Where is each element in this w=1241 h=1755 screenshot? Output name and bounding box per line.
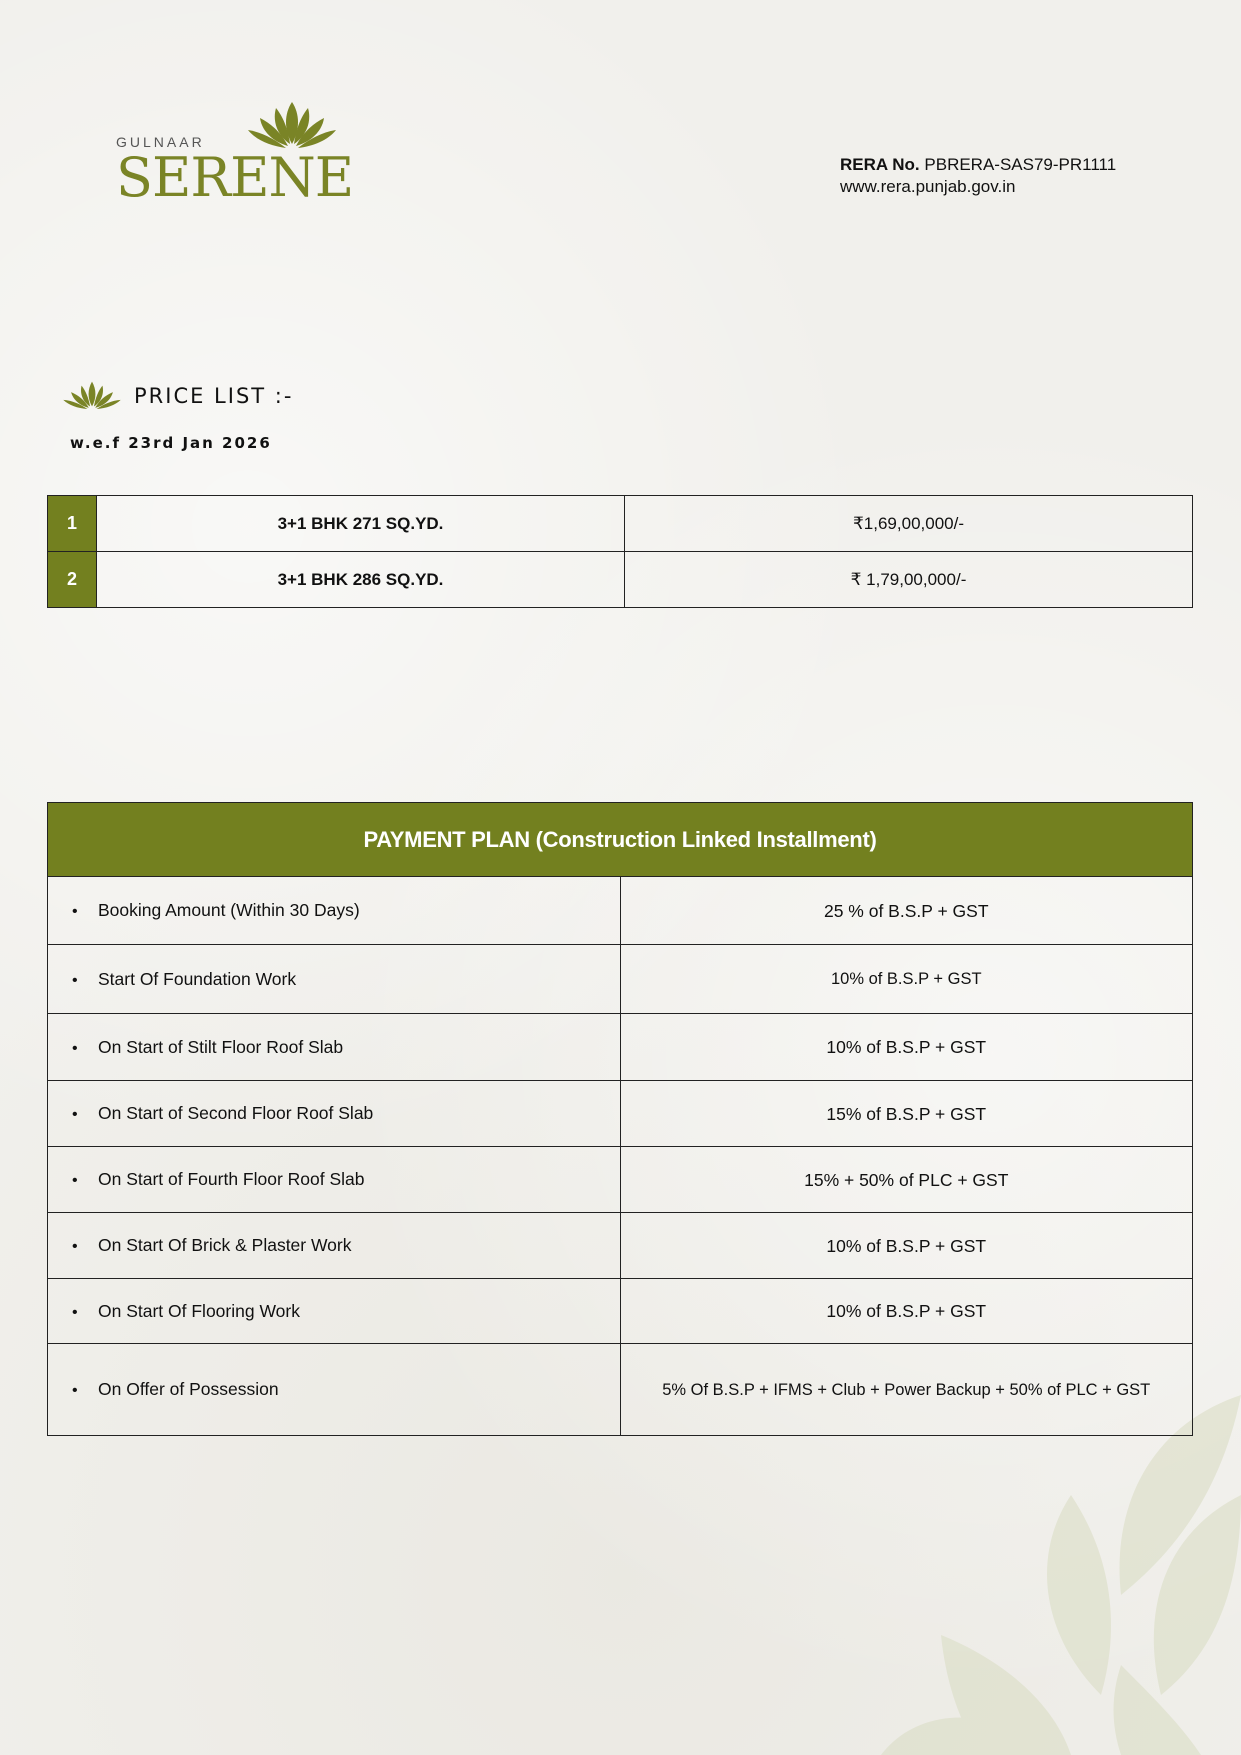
table-row [48,552,1193,608]
bullet-icon: • [72,1039,78,1057]
unit-type: 3+1 BHK 271 SQ.YD. [97,496,625,552]
row-number: 2 [48,552,97,608]
unit-price: ₹1,69,00,000/- [625,496,1193,552]
table-row [48,1344,1193,1436]
payment-plan-title: PAYMENT PLAN (Construction Linked Installment) [48,803,1193,877]
stage-amount: 15% + 50% of PLC + GST [620,1147,1193,1213]
stage-amount: 25 % of B.S.P + GST [620,877,1193,945]
bullet-icon: • [72,971,78,989]
stage-amount: 10% of B.S.P + GST [620,1213,1193,1279]
brand-name: SERENE [116,146,354,209]
unit-price: ₹ 1,79,00,000/- [625,552,1193,608]
rera-info [840,154,1116,198]
stage-amount: 10% of B.S.P + GST [620,1014,1193,1081]
stage-label: On Start Of Brick & Plaster Work [98,1235,352,1255]
table-row [48,1147,1193,1213]
table-row [48,1081,1193,1147]
bullet-icon: • [72,903,78,920]
bullet-icon: • [72,1172,78,1189]
table-row [48,945,1193,1014]
bullet-icon: • [72,1106,78,1123]
stage-amount: 5% Of B.S.P + IFMS + Club + Power Backup + 50% of PLC + GST [620,1344,1193,1436]
table-row [48,1014,1193,1081]
lotus-icon [62,378,122,414]
table-row [48,1213,1193,1279]
price-table [47,495,1193,608]
rera-label: RERA No. [840,155,920,174]
stage-amount: 10% of B.S.P + GST [620,945,1193,1014]
table-row [48,496,1193,552]
row-number: 1 [48,496,97,552]
stage-label: On Start Of Flooring Work [98,1300,300,1321]
brand-sub: GULNAAR [116,134,205,150]
lotus-icon [246,100,338,152]
unit-type: 3+1 BHK 286 SQ.YD. [97,552,625,608]
price-list-title: PRICE LIST :- [134,384,294,408]
bullet-icon: • [72,1238,78,1255]
bullet-icon: • [72,1382,78,1399]
table-row [48,1279,1193,1344]
stage-label: On Start of Second Floor Roof Slab [98,1103,374,1123]
stage-amount: 15% of B.S.P + GST [620,1081,1193,1147]
stage-label: On Start of Stilt Floor Roof Slab [98,1036,344,1057]
effective-date: w.e.f 23rd Jan 2026 [70,434,272,452]
bullet-icon: • [72,1303,78,1321]
rera-url: www.rera.punjab.gov.in [840,177,1016,196]
stage-label: On Start of Fourth Floor Roof Slab [98,1169,365,1189]
payment-plan-table [47,802,1193,1436]
stage-label: Start Of Foundation Work [98,968,297,989]
brand-logo [116,100,356,210]
price-list-heading [62,378,293,414]
stage-label: Booking Amount (Within 30 Days) [98,900,360,920]
stage-amount: 10% of B.S.P + GST [620,1279,1193,1344]
table-row [48,877,1193,945]
rera-number: PBRERA-SAS79-PR1111 [924,155,1117,174]
stage-label: On Offer of Possession [98,1379,279,1399]
